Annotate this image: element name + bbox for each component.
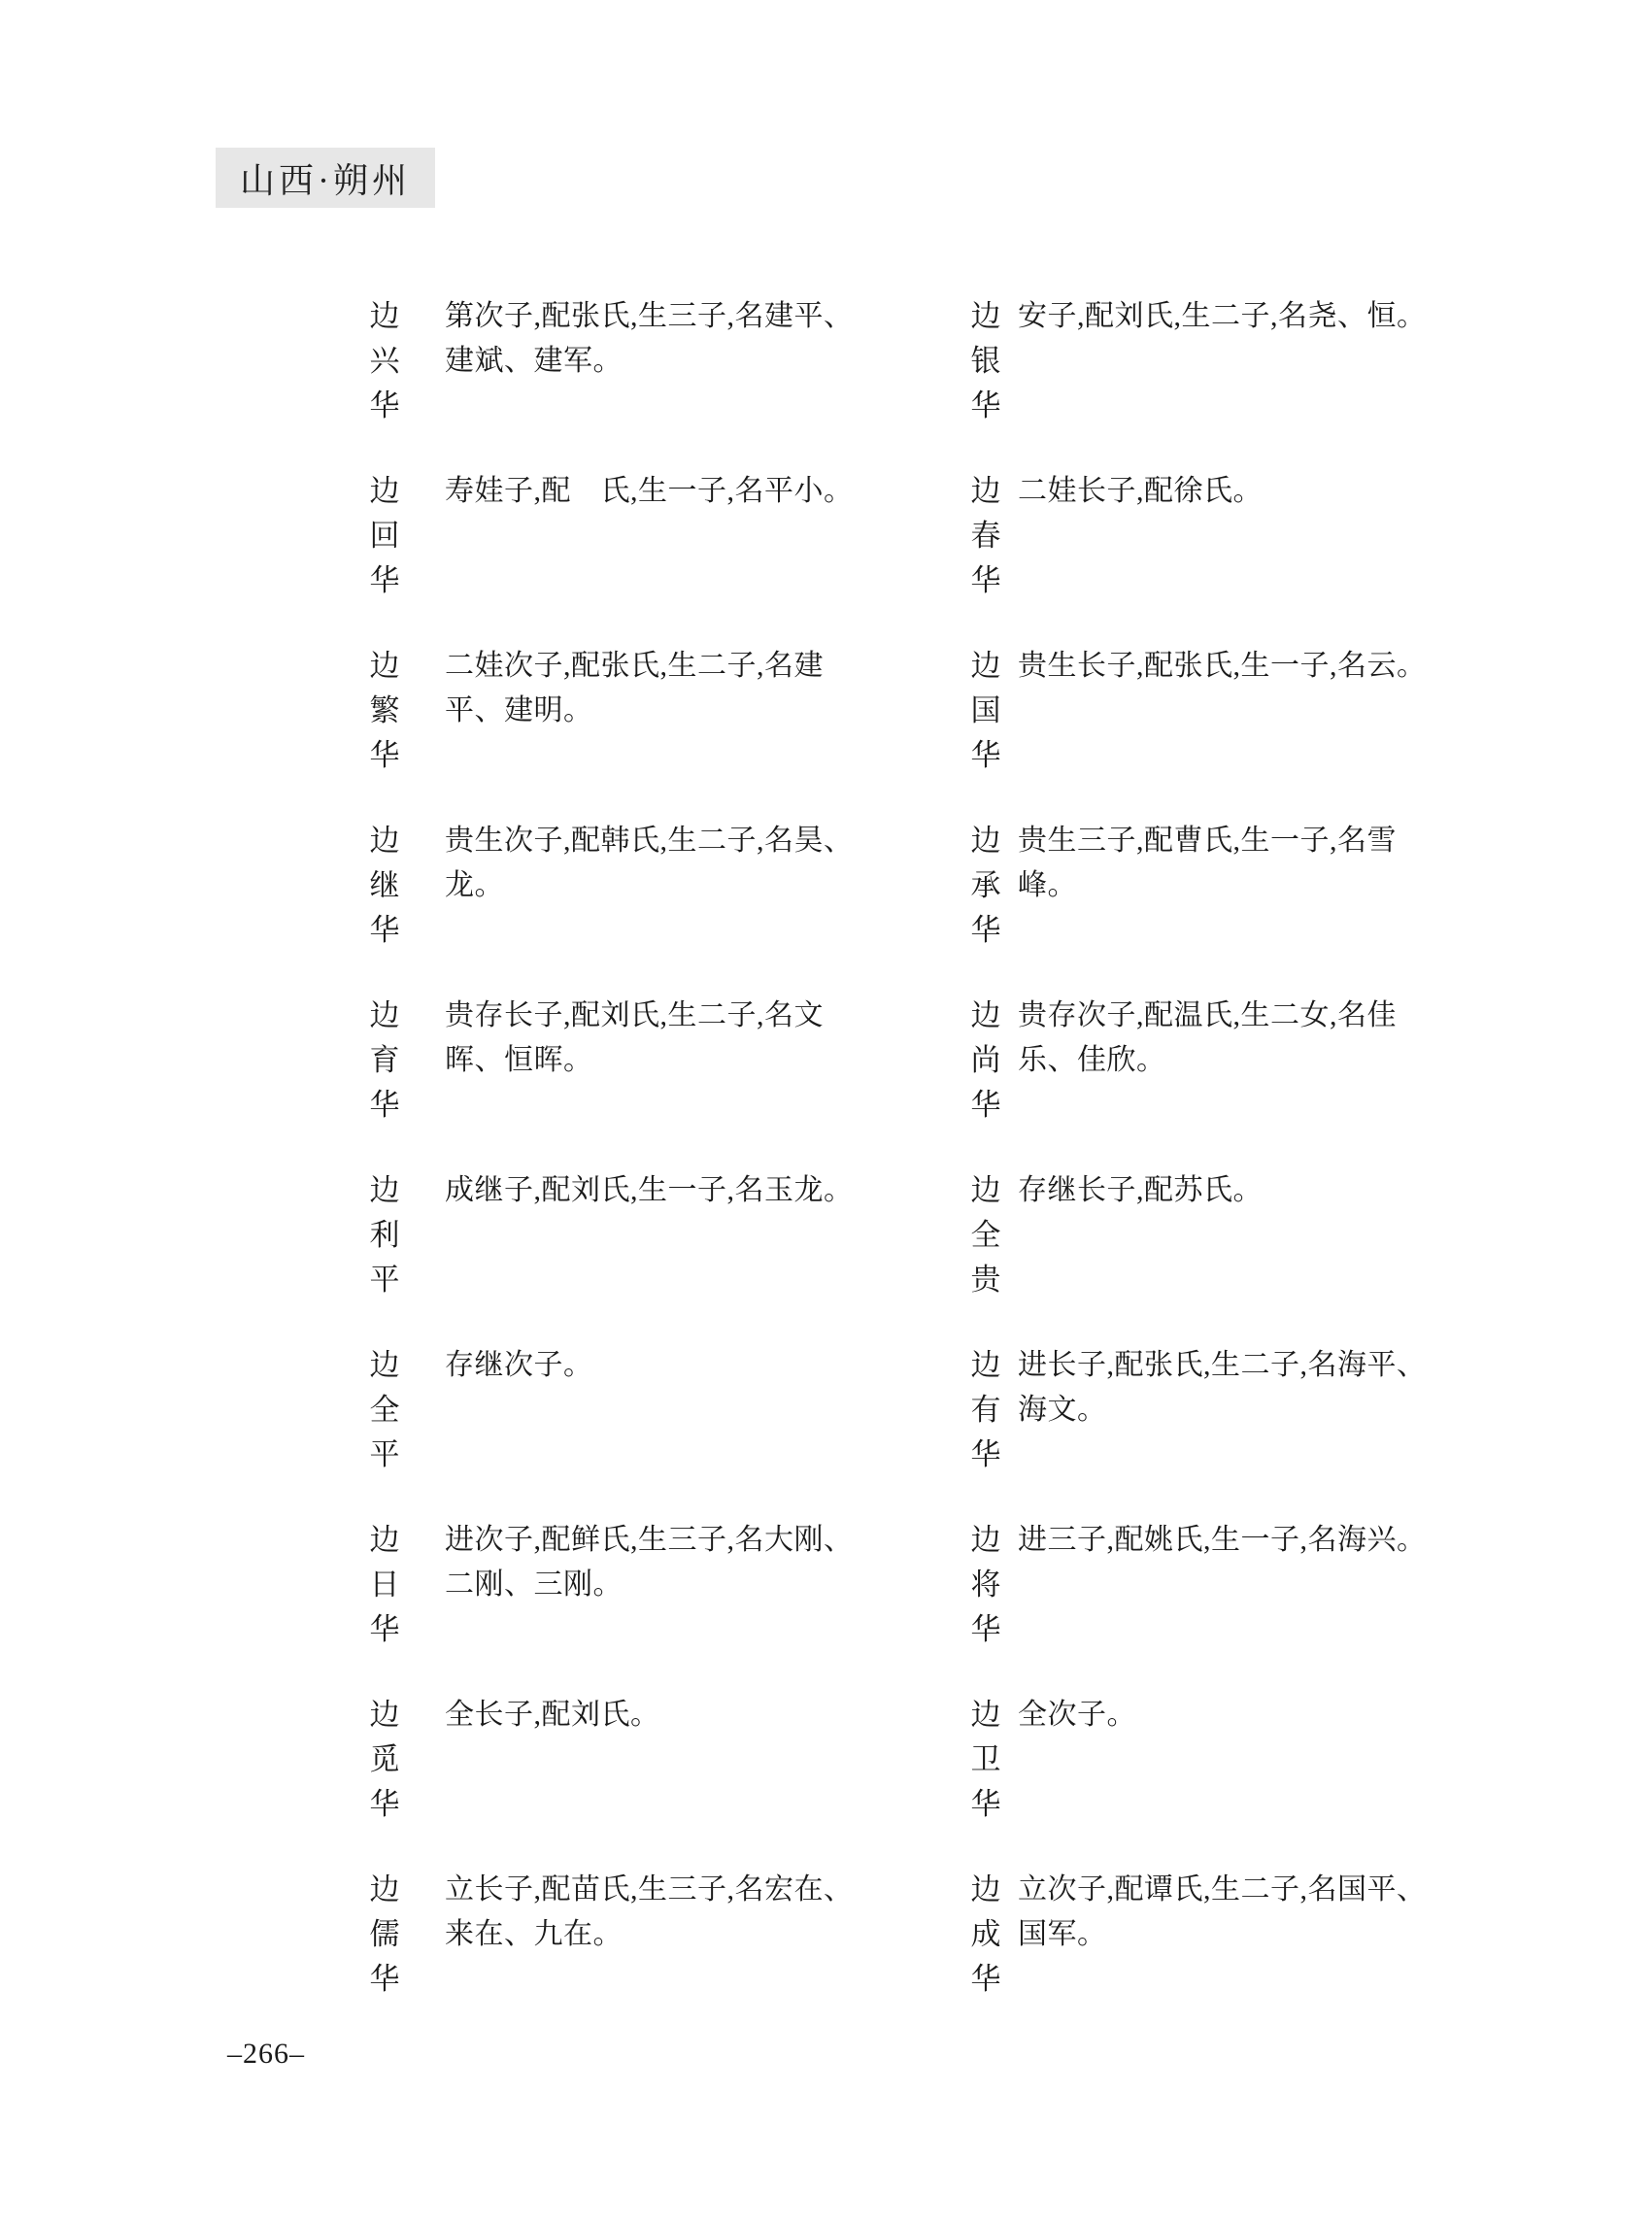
person-name: 边 全 贵 — [970, 1173, 1001, 1297]
person-record: 全长子,配刘氏。 — [445, 1699, 660, 1731]
person-name: 边 继 华 — [369, 824, 400, 947]
person-record: 贵存次子,配温氏,生二女,名佳乐、佳欣。 — [1018, 999, 1397, 1076]
person-record: 贵生三子,配曹氏,生一子,名雪峰。 — [1018, 825, 1397, 901]
person-name: 边 卫 华 — [970, 1698, 1001, 1821]
person-name: 边 春 华 — [970, 474, 1001, 597]
person-record: 贵存长子,配刘氏,生二子,名文晖、恒晖。 — [445, 999, 824, 1076]
person-name: 边 利 平 — [369, 1173, 400, 1297]
person-record: 进三子,配姚氏,生一子,名海兴。 — [1018, 1524, 1427, 1556]
person-name: 边 回 华 — [369, 474, 400, 597]
person-name: 边 儒 华 — [369, 1872, 400, 1996]
person-record: 贵生次子,配韩氏,生二子,名昊、龙。 — [445, 825, 854, 901]
person-record: 成继子,配刘氏,生一子,名玉龙。 — [445, 1174, 854, 1206]
person-record: 寿娃子,配 氏,生一子,名平小。 — [445, 475, 854, 507]
person-record: 进次子,配鲜氏,生三子,名大刚、二刚、三刚。 — [445, 1524, 854, 1601]
person-record: 贵生长子,配张氏,生一子,名云。 — [1018, 650, 1427, 682]
person-name: 边 日 华 — [369, 1523, 400, 1646]
person-record: 安子,配刘氏,生二子,名尧、恒。 — [1018, 300, 1427, 332]
person-name: 边 承 华 — [970, 824, 1001, 947]
person-name: 边 全 平 — [369, 1348, 400, 1471]
person-record: 二娃长子,配徐氏。 — [1018, 475, 1263, 507]
person-record: 二娃次子,配张氏,生二子,名建平、建明。 — [445, 650, 824, 726]
region-badge: 山西·朔州 — [216, 148, 435, 208]
person-name: 边 银 华 — [970, 299, 1001, 422]
person-name: 边 觅 华 — [369, 1698, 400, 1821]
person-name: 边 育 华 — [369, 998, 400, 1122]
person-name: 边 国 华 — [970, 649, 1001, 772]
person-record: 存继次子。 — [445, 1349, 593, 1381]
person-record: 存继长子,配苏氏。 — [1018, 1174, 1263, 1206]
person-record: 立次子,配谭氏,生二子,名国平、国军。 — [1018, 1873, 1427, 1950]
page-number: –266– — [227, 2038, 305, 2070]
person-name: 边 将 华 — [970, 1523, 1001, 1646]
person-record: 全次子。 — [1018, 1699, 1136, 1731]
person-name: 边 有 华 — [970, 1348, 1001, 1471]
person-record: 第次子,配张氏,生三子,名建平、建斌、建军。 — [445, 300, 854, 377]
person-name: 边 尚 华 — [970, 998, 1001, 1122]
person-record: 进长子,配张氏,生二子,名海平、海文。 — [1018, 1349, 1427, 1426]
person-name: 边 兴 华 — [369, 299, 400, 422]
person-name: 边 繁 华 — [369, 649, 400, 772]
person-name: 边 成 华 — [970, 1872, 1001, 1996]
person-record: 立长子,配苗氏,生三子,名宏在、来在、九在。 — [445, 1873, 854, 1950]
